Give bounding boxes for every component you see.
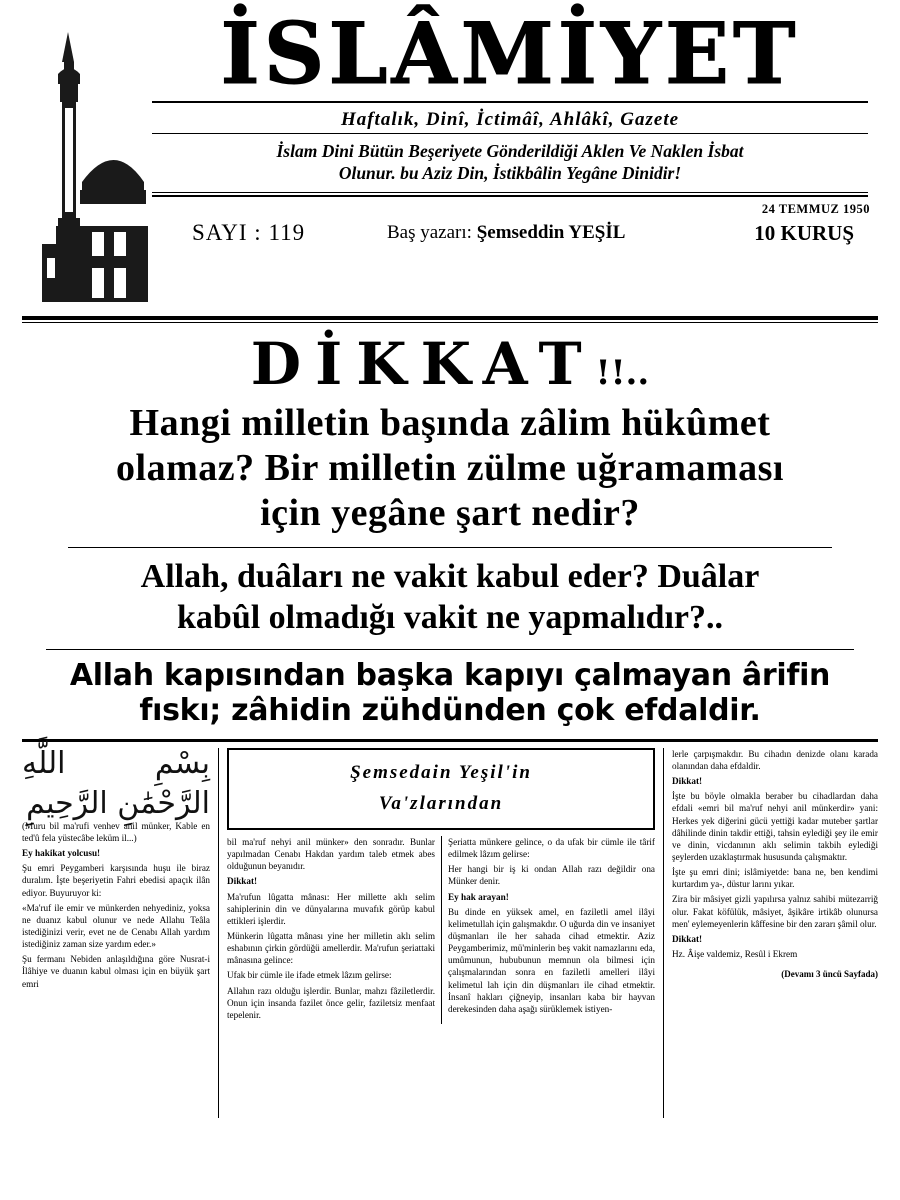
masthead <box>22 4 878 314</box>
paragraph: Ufak bir cümle ile ifade etmek lâzım gelirse: <box>227 970 392 981</box>
paragraph-heading: Ey hak arayan! <box>448 891 509 902</box>
masthead-slogan-line2: Olunur. bu Aziz Din, İstikbâlin Yegâne Dinidir! <box>338 162 682 183</box>
divider <box>152 192 868 193</box>
paragraph: «Ma'ruf ile emir ve münkerden nehyediniz, yoksa ne duanız kabul olunur ve nede Allahu Teâla istediğinizi verir, evet ne de Cenabı Allah yardım istediğiniz zaman size yardım eder.» <box>22 902 210 950</box>
paragraph: Şu emri Peygamberi karşısında huşu ile biraz duralım. İşte beşeriyetin Fahri ebedisi apaçık ilân ediyor. Buyuruyor ki: <box>22 863 210 898</box>
editor-credit <box>387 222 625 244</box>
paragraph: Münkerin lûgatta mânası yine her milletin aklı selim eshabının çirkin gördüğü amellerdir. Ma'rufun şeriattaki mânasına gelince: <box>227 931 435 966</box>
paragraph: İşte şu emri dini; islâmiyetde: bana ne, ben kendimi kurtardım ya-, düstur larını yıkar. <box>672 867 878 890</box>
paragraph: bil ma'ruf nehyi anil münker» den sonradır. Bunlar yapılmadan Cenabı Hakdan yardım taleb etmek abes olduğunun beyanıdır. <box>227 837 435 872</box>
paragraph: (Muru bil ma'rufi venhev anil münker, Kable en ted'û fela yüstecâbe leküm il...) <box>22 820 210 843</box>
page-title: İSLÂMİYET <box>220 4 800 103</box>
divider <box>68 547 832 548</box>
divider <box>46 649 854 650</box>
main-headline-text: DİKKAT <box>250 330 596 398</box>
issue-info-bar <box>142 201 878 248</box>
subheadline-2-line2: kabûl olmadığı vakit ne yapmalıdır?.. <box>177 599 723 637</box>
paragraph-heading: Dikkat! <box>227 876 258 887</box>
headline-section <box>22 330 878 729</box>
publication-date: 24 TEMMUZ 1950 <box>761 201 870 216</box>
paragraph-heading: Dikkat! <box>672 776 703 787</box>
subheadline-3-line1: Allah kapısından başka kapıyı çalmayan ârifin <box>69 658 831 694</box>
besmele-calligraphy: بِسْمِ اللَّهِ الرَّحْمَٰنِ الرَّحِيمِ <box>22 746 210 821</box>
issue-number: SAYI : 119 <box>192 219 306 245</box>
divider-light <box>22 322 878 323</box>
subheadline-1-line1: Hangi milletin başında zâlim hükûmet <box>129 402 771 444</box>
column-3 <box>441 836 655 1024</box>
subheadline-2 <box>28 557 872 639</box>
sermon-title-box <box>227 748 655 830</box>
paragraph: Allahın razı olduğu işlerdir. Bunlar, mahzı fâziletlerdir. Onun için insanda fazilet önce gelir, faziletsiz menfaat tepelenir. <box>227 985 435 1020</box>
article-columns <box>22 748 878 1118</box>
paragraph: Şeriatta münkere gelince, o da ufak bir cümle ile târif edilmek lâzım gelirse: <box>448 837 655 860</box>
price-label: 10 KURUŞ <box>754 220 854 245</box>
column-1 <box>22 748 218 1118</box>
paragraph: Hz. Âişe valdemiz, Resûl i Ekrem <box>672 948 798 959</box>
paragraph: Her hangi bir iş ki ondan Allah razı değildir ona Münker denir. <box>448 864 655 887</box>
paragraph: Bu dinde en yüksek amel, en faziletli amel ilâyi kelimetullah için galışmakdır. O uğurda din ve insaniyet düşmanları ile her sahada cihad etmektir. Aziz Peygamberimiz, mü'minlerin beş vakit namazlarını eda, umûmunun, hububunun memnun ola bilmesi için çalışmalarından sonra en faziletli amelleri ilâyi kelimetul lah için din düşmanları ile cihad etmektir. İnsanî hakları çiğneyip, insanları kaba bir hayvan derekesinden daha aşağı sürüklemek istiyen- <box>448 906 655 1014</box>
divider <box>152 195 868 197</box>
subheadline-1-line2: olamaz? Bir milletin zülme uğramaması <box>116 446 784 489</box>
subheadline-3 <box>28 658 872 729</box>
subheadline-1 <box>28 401 872 535</box>
paragraph: Şu fermanı Nebiden anlaşıldığına göre Nusrat-i İlâhiye ve duanın kabul olması için en büyük şart emri <box>22 954 210 989</box>
divider-heavy <box>22 316 878 320</box>
sermon-title-line1: Şemsedain Yeşil'in <box>350 761 532 783</box>
column-4 <box>663 748 878 1118</box>
editor-name: Şemseddin YEŞİL <box>476 221 626 243</box>
subheadline-1-line3: için yegâne şart nedir? <box>260 491 640 534</box>
divider <box>152 133 868 134</box>
masthead-slogan-line1: İslam Dini Bütün Beşeriyete Gönderildiği Aklen Ve Naklen İsbat <box>276 140 744 161</box>
subheadline-2-line1: Allah, duâları ne vakit kabul eder? Duâlar <box>140 558 760 596</box>
paragraph: Zira bir mâsiyet gizli yapılırsa yalnız sahibi mütezarriğ olur. Fakat köfülük, mâsiyet, âşikâre irtikâb olunursa men' eylemeyenlerin kâffesine bir den zararı şâmil olur. <box>672 894 878 929</box>
paragraph-heading: Dikkat! <box>672 933 703 944</box>
mosque-minaret-illustration <box>22 32 148 302</box>
main-headline <box>28 330 872 398</box>
masthead-subtitle: Haftalık, Dinî, İctimâî, Ahlâkî, Gazete <box>340 108 680 130</box>
subheadline-3-line2: fıskı; zâhidin zühdünden çok efdaldir. <box>139 693 761 729</box>
continued-note: (Devamı 3 üncü Sayfada) <box>781 969 878 980</box>
column-2 <box>227 836 441 1024</box>
column-2-3-wrapper <box>218 748 663 1118</box>
paragraph-heading: Ey hakikat yolcusu! <box>22 848 101 859</box>
paragraph: lerle çarpışmakdır. Bu cihadın denizde olanı karada olanından daha efdaldir. <box>672 748 878 771</box>
sermon-title-line2: Va'zlarından <box>378 792 504 814</box>
paragraph: Ma'rufun lûgatta mânası: Her millette aklı selim sahiplerinin din ve dünyalarına muvafık görüp kabul ettikleri işlerdir. <box>227 891 435 926</box>
paragraph: İşte bu böyle olmakla beraber bu cihadlardan daha efdali «emri bil ma'ruf nehyi anil münkerdir» yani: Herkes yek diğerini gücü yettiği kadar muteber şartlar dâhilinde dinin takdir ettiği, tahsin eylediği şey ile emir ve dinin, vicdanının aklı selimin takbih eylediği şeylerden uzaklaştırmak hususunda çalışmaktır. <box>672 791 878 862</box>
main-headline-marks: !!.. <box>595 353 650 393</box>
divider-heavy <box>22 739 878 742</box>
editor-label: Baş yazarı: <box>387 221 472 243</box>
